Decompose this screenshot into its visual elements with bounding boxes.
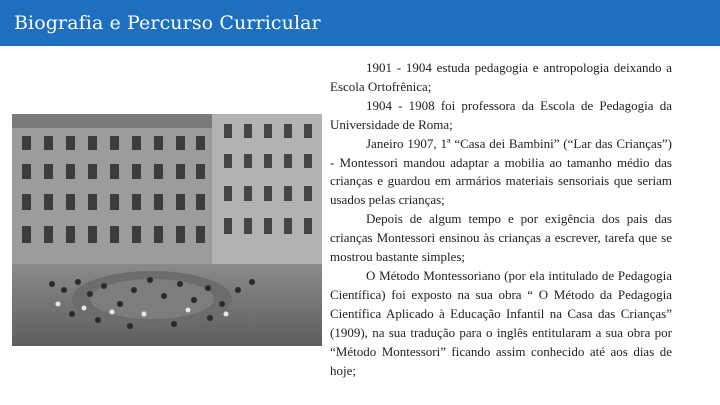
historic-courtyard-photo-icon [12, 114, 322, 346]
body-text [330, 59, 672, 380]
paragraph: Depois de algum tempo e por exigência dos pais das crianças Montessori ensinou às crianças a escrever, tarefa que se mostrou bastante simples; [330, 211, 672, 265]
courtyard-photo [12, 114, 322, 346]
paragraph: 1901 - 1904 estuda pedagogia e antropologia deixando a Escola Ortofrênica; [330, 60, 672, 94]
title-bar [0, 0, 720, 46]
paragraph: Janeiro 1907, 1ª “Casa dei Bambini” (“Lar das Crianças”) - Montessori mandou adaptar a mobilia ao tamanho médio das crianças e guardou em armários materiais sensoriais que seriam usados pelas crianças; [330, 135, 672, 208]
paragraph: O Método Montessoriano (por ela intitulado de Pedagogia Científica) foi exposto na sua obra “ O Método da Pedagogia Científica Aplicado à Educação Infantil na Casa das Crianças” (1909), na sua tradução para o inglês entitularam a sua obra por “Método Montessori” ficando assim conhecido até aos dias de hoje; [330, 267, 672, 378]
slide-title: Biografia e Percurso Curricular [14, 12, 321, 34]
paragraph: 1904 - 1908 foi professora da Escola de Pedagogia da Universidade de Roma; [330, 97, 672, 132]
